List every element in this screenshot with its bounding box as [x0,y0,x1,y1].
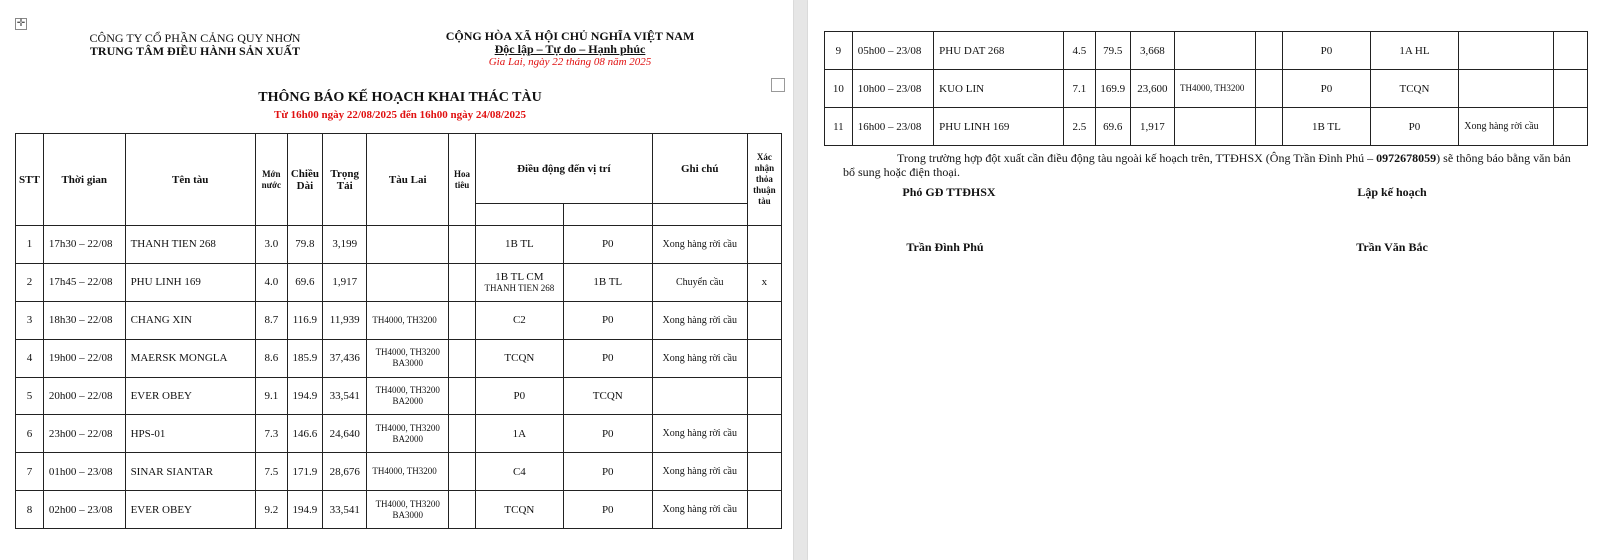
cell-note: Xong hàng rời cầu [652,491,747,529]
cell-move-from: P0 [1283,32,1371,70]
cell-note: Xong hàng rời cầu [652,339,747,377]
cell-note: Xong hàng rời cầu [652,453,747,491]
cell-confirm: x [747,263,781,301]
cell-tug: TH4000, TH3200 [367,453,449,491]
cell-length: 169.9 [1095,70,1130,108]
table-row [16,377,782,415]
cell-confirm [747,415,781,453]
cell-time: 19h00 – 22/08 [43,339,125,377]
cell-note [1459,32,1554,70]
cell-confirm [1553,32,1587,70]
signature-right-name: Trần Văn Bắc [1356,240,1428,254]
col-move: Điều động đến vị trí [475,134,652,204]
cell-note: Xong hàng rời cầu [652,301,747,339]
table-row [16,263,782,301]
cell-tug: TH4000, TH3200 BA2000 [367,415,449,453]
cell-move-to: P0 [563,301,652,339]
cell-stt: 8 [16,491,44,529]
cell-tonnage: 3,668 [1130,32,1174,70]
cell-pilot [1256,70,1283,108]
cell-pilot [449,301,476,339]
cell-move-to: 1B TL [563,263,652,301]
cell-stt: 1 [16,226,44,264]
cell-length: 194.9 [287,377,322,415]
cell-draft: 9.2 [255,491,287,529]
cell-note: Chuyển cầu [652,263,747,301]
cell-note: Xong hàng rời cầu [1459,108,1554,146]
table-row [16,301,782,339]
col-pilot: Hoa tiêu [449,134,476,226]
cell-ship: PHU LINH 169 [125,263,255,301]
ship-plan-table [15,133,782,529]
move-from-sub: THANH TIEN 268 [484,283,555,294]
col-move-to [563,204,652,226]
col-stt: STT [16,134,44,226]
cell-move-to: P0 [563,226,652,264]
cell-move-from: P0 [475,377,563,415]
ship-plan-table-continued [824,31,1588,146]
cell-time: 17h45 – 22/08 [43,263,125,301]
cell-move-to: P0 [563,491,652,529]
cell-time: 23h00 – 22/08 [43,415,125,453]
footnote-text-2: ) sẽ thông báo bằng văn bản bổ sung hoặc điện thoại. [843,151,1571,179]
checkbox-marker[interactable] [771,78,785,92]
cell-move-from: P0 [1283,70,1371,108]
document-subtitle: Từ 16h00 ngày 22/08/2025 đến 16h00 ngày 24/08/2025 [273,109,526,121]
cell-stt: 3 [16,301,44,339]
cell-length: 185.9 [287,339,322,377]
cell-draft: 9.1 [255,377,287,415]
cell-tonnage: 24,640 [322,415,366,453]
cell-tonnage: 1,917 [322,263,366,301]
cell-move-to: TCQN [563,377,652,415]
cell-stt: 7 [16,453,44,491]
cell-time: 01h00 – 23/08 [43,453,125,491]
cell-length: 171.9 [287,453,322,491]
cell-ship: THANH TIEN 268 [125,226,255,264]
cell-move-from: 1B TL [475,226,563,264]
table-row [825,32,1588,70]
cell-note [652,377,747,415]
company-header [70,32,320,58]
cell-ship: CHANG XIN [125,301,255,339]
cell-note: Xong hàng rời cầu [652,226,747,264]
cell-confirm [747,377,781,415]
table-row [16,226,782,264]
cell-time: 16h00 – 23/08 [852,108,933,146]
cell-confirm [747,491,781,529]
cell-draft: 3.0 [255,226,287,264]
cell-move-from: C2 [475,301,563,339]
cell-length: 69.6 [287,263,322,301]
cell-tonnage: 33,541 [322,491,366,529]
table-row [16,453,782,491]
col-note-sub [652,204,747,226]
signature-left-name: Trần Đình Phú [906,240,984,254]
cell-draft: 7.5 [255,453,287,491]
cell-tug: TH4000, TH3200 [367,301,449,339]
cell-note: Xong hàng rời cầu [652,415,747,453]
table-row [16,491,782,529]
col-draft: Mớn nước [255,134,287,226]
cell-length: 146.6 [287,415,322,453]
col-tonnage: Trọng Tải [322,134,366,226]
cell-tug: TH4000, TH3200 [1175,70,1256,108]
cell-tonnage: 28,676 [322,453,366,491]
cell-pilot [449,339,476,377]
cell-confirm [747,339,781,377]
cell-pilot [449,415,476,453]
cell-length: 79.5 [1095,32,1130,70]
cell-tug: TH4000, TH3200 BA3000 [367,491,449,529]
cell-confirm [1553,70,1587,108]
cell-ship: PHU LINH 169 [934,108,1064,146]
cell-ship: KUO LIN [934,70,1064,108]
cell-move-to: TCQN [1370,70,1459,108]
cell-draft: 4.0 [255,263,287,301]
cell-tug: TH4000, TH3200 BA3000 [367,339,449,377]
signature-right-title: Lập kế hoạch [1357,185,1427,199]
table-row [825,70,1588,108]
cell-tug: TH4000, TH3200 BA2000 [367,377,449,415]
cell-time: 20h00 – 22/08 [43,377,125,415]
cell-move-from: 1B TL [1283,108,1371,146]
cell-confirm [747,301,781,339]
cell-stt: 4 [16,339,44,377]
cell-time: 18h30 – 22/08 [43,301,125,339]
cell-draft: 8.6 [255,339,287,377]
col-ship: Tên tàu [125,134,255,226]
cell-ship: HPS-01 [125,415,255,453]
cell-stt: 9 [825,32,853,70]
company-unit: TRUNG TÂM ĐIỀU HÀNH SẢN XUẤT [89,44,301,58]
cell-stt: 5 [16,377,44,415]
cell-draft: 7.1 [1063,70,1095,108]
cell-pilot [449,491,476,529]
cell-ship: PHU DAT 268 [934,32,1064,70]
cell-tonnage: 11,939 [322,301,366,339]
cell-ship: EVER OBEY [125,491,255,529]
cell-tonnage: 33,541 [322,377,366,415]
cell-draft: 2.5 [1063,108,1095,146]
signature-left-title: Phó GĐ TTĐHSX [902,185,996,199]
cell-pilot [1256,32,1283,70]
cell-tug [367,263,449,301]
document-page-1 [0,0,793,560]
cell-stt: 6 [16,415,44,453]
cell-move-to: P0 [563,453,652,491]
move-from-main: 1B TL CM [495,271,544,284]
cell-pilot [449,263,476,301]
table-move-handle-icon[interactable]: ✛ [16,18,26,29]
cell-length: 69.6 [1095,108,1130,146]
document-title: THÔNG BÁO KẾ HOẠCH KHAI THÁC TÀU [258,90,542,105]
cell-tonnage: 23,600 [1130,70,1174,108]
cell-move-to: 1A HL [1370,32,1459,70]
cell-draft: 8.7 [255,301,287,339]
cell-time: 02h00 – 23/08 [43,491,125,529]
cell-pilot [449,226,476,264]
cell-draft: 4.5 [1063,32,1095,70]
cell-stt: 2 [16,263,44,301]
cell-tonnage: 3,199 [322,226,366,264]
cell-length: 194.9 [287,491,322,529]
cell-pilot [449,377,476,415]
national-motto: CỘNG HÒA XÃ HỘI CHỦ NGHĨA VIỆT NAM [445,29,695,43]
footnote-text-1: Trong trường hợp đột xuất cần điều động tàu ngoài kế hoạch trên, TTĐHSX (Ông Trần Đình Phú – [897,151,1377,165]
cell-ship: MAERSK MONGLA [125,339,255,377]
cell-length: 116.9 [287,301,322,339]
cell-draft: 7.3 [255,415,287,453]
footnote-phone: 0972678059 [1376,151,1437,165]
table-row [825,108,1588,146]
cell-confirm [747,453,781,491]
col-time: Thời gian [43,134,125,226]
cell-move-to: P0 [563,415,652,453]
company-name: CÔNG TY CỔ PHẦN CẢNG QUY NHƠN [89,31,301,45]
cell-ship: SINAR SIANTAR [125,453,255,491]
cell-move-from: 1A [475,415,563,453]
cell-tonnage: 1,917 [1130,108,1174,146]
col-tug: Tàu Lai [367,134,449,226]
cell-time: 17h30 – 22/08 [43,226,125,264]
cell-tonnage: 37,436 [322,339,366,377]
col-length: Chiều Dài [287,134,322,226]
cell-tug [1175,32,1256,70]
cell-stt: 10 [825,70,853,108]
footnote [843,151,1575,179]
col-confirm: Xác nhận thỏa thuận tàu [747,134,781,226]
cell-pilot [449,453,476,491]
table-row [16,415,782,453]
cell-move-from: TCQN [475,491,563,529]
cell-confirm [747,226,781,264]
national-header [440,30,700,69]
col-note: Ghi chú [652,134,747,204]
cell-pilot [1256,108,1283,146]
cell-move-to: P0 [1370,108,1459,146]
cell-move-from: C4 [475,453,563,491]
cell-time: 05h00 – 23/08 [852,32,933,70]
cell-ship: EVER OBEY [125,377,255,415]
cell-length: 79.8 [287,226,322,264]
cell-time: 10h00 – 23/08 [852,70,933,108]
cell-move-from [475,263,563,301]
cell-tug [1175,108,1256,146]
cell-note [1459,70,1554,108]
cell-confirm [1553,108,1587,146]
national-slogan: Độc lập – Tự do – Hạnh phúc [494,42,646,56]
cell-move-to: P0 [563,339,652,377]
place-date: Gia Lai, ngày 22 tháng 08 năm 2025 [488,56,652,68]
cell-tug [367,226,449,264]
col-move-from [475,204,563,226]
cell-stt: 11 [825,108,853,146]
cell-move-from: TCQN [475,339,563,377]
table-row [16,339,782,377]
